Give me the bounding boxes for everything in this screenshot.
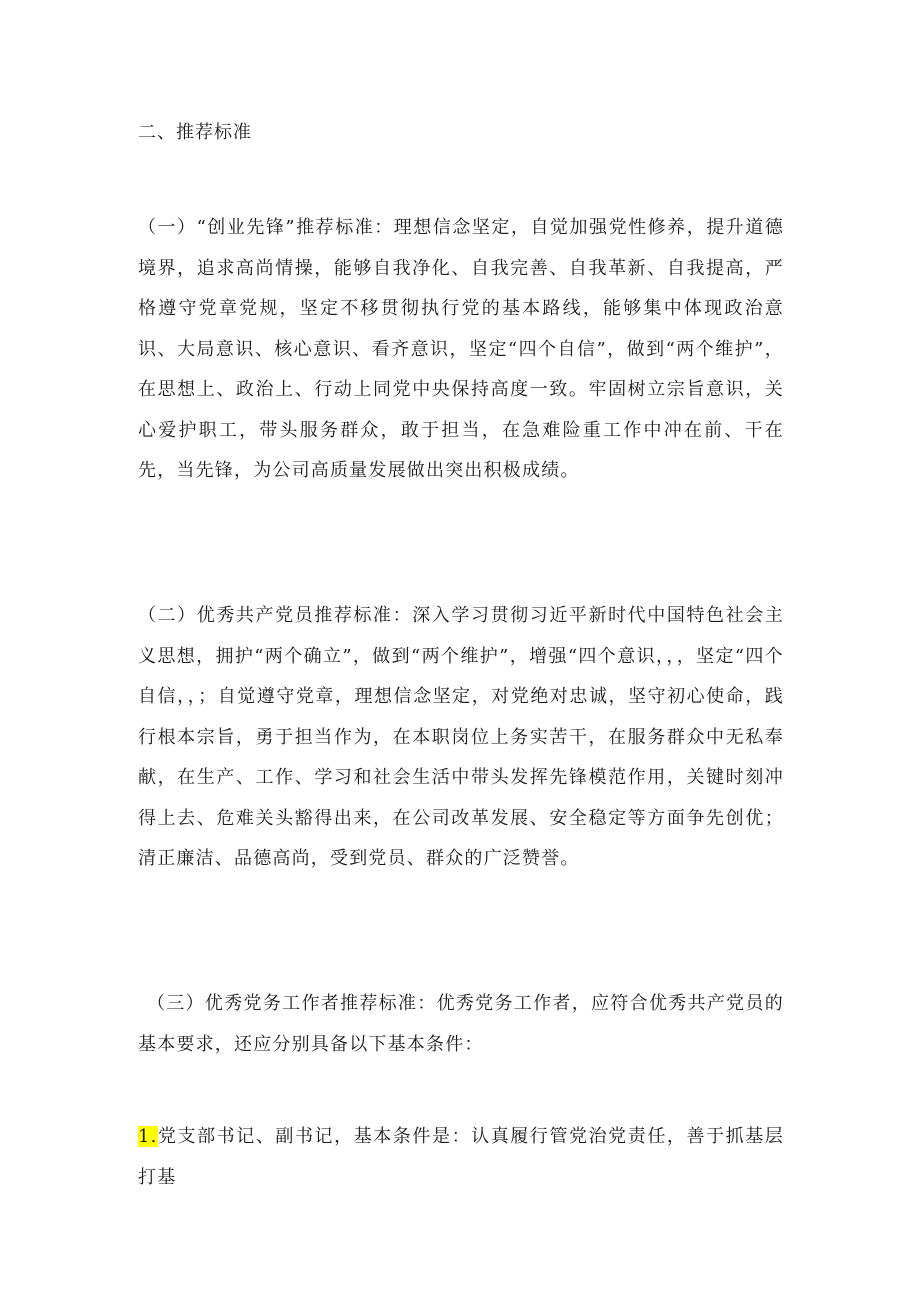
highlighted-item-number: 1.: [138, 1126, 158, 1147]
paragraph-pioneer-standard: （一）“创业先锋”推荐标准：理想信念坚定，自觉加强党性修养，提升道德境界，追求高尚情操，能够自我净化、自我完善、自我革新、自我提高，严格遵守党章党规，坚定不移贯彻执行党的基本路线，能够集中体现政治意识、大局意识、核心意识、看齐意识，坚定“四个自信”，做到“两个维护”，在思想上、政治上、行动上同党中央保持高度一致。牢固树立宗旨意识，关心爱护职工，带头服务群众，敢于担当，在急难险重工作中冲在前、干在先，当先锋，为公司高质量发展做出突出积极成绩。: [138, 217, 784, 481]
section-heading: 二、推荐标准: [138, 122, 252, 143]
list-item-1-text: 党支部书记、副书记，基本条件是：认真履行管党治党责任，善于抓基层打基: [138, 1126, 784, 1188]
list-item-1: [138, 1117, 784, 1198]
paragraph-party-worker-standard: （三）优秀党务工作者推荐标准：优秀党务工作者，应符合优秀共产党员的基本要求，还应分别具备以下基本条件：: [138, 993, 784, 1055]
paragraph-party-member-standard: （二）优秀共产党员推荐标准：深入学习贯彻习近平新时代中国特色社会主义思想，拥护“两个确立”，做到“两个维护”，增强“四个意识，，，坚定“四个自信，，；自觉遵守党章，理想信念坚定，对党绝对忠诚，坚守初心使命，践行根本宗旨，勇于担当作为，在本职岗位上务实苦干，在服务群众中无私奉献，在生产、工作、学习和社会生活中带头发挥先锋模范作用，关键时刻冲得上去、危难关头豁得出来，在公司改革发展、安全稳定等方面争先创优；清正廉洁、品德高尚，受到党员、群众的广泛赞誉。: [138, 605, 784, 869]
